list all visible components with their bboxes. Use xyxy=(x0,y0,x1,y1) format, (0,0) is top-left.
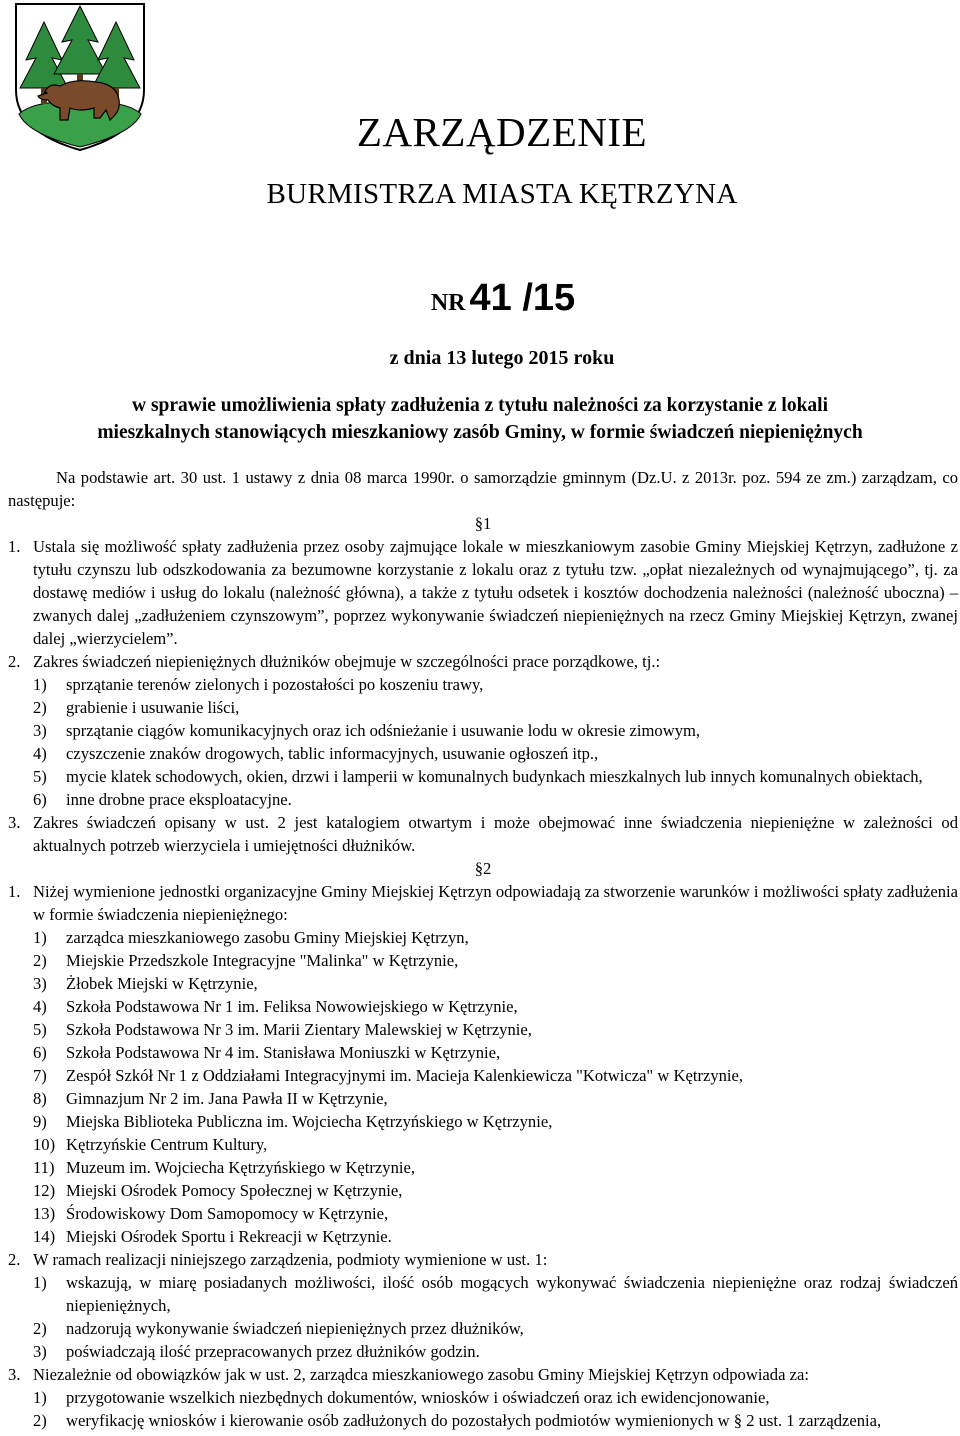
list-item-number: 2) xyxy=(33,698,47,717)
list-item-text: Szkoła Podstawowa Nr 1 im. Feliksa Nowowiejskiego w Kętrzynie, xyxy=(66,997,518,1016)
document-body xyxy=(8,466,958,1432)
paragraph-number: 2. xyxy=(8,652,21,671)
list-item-text: przygotowanie wszelkich niezbędnych dokumentów, wniosków i oświadczeń oraz ich ewidencjonowanie, xyxy=(66,1388,770,1407)
list-item-number: 8) xyxy=(33,1089,47,1108)
subject-line-2: mieszkalnych stanowiących mieszkaniowy zasób Gminy, w formie świadczeń niepieniężnych xyxy=(97,422,863,443)
paragraph-text: Zakres świadczeń opisany w ust. 2 jest katalogiem otwartym i może obejmować inne świadczenia niepieniężne w zależności od aktualnych potrzeb wierzyciela i umiejętności dłużników. xyxy=(33,813,958,855)
list-item-text: wskazują, w miarę posiadanych możliwości, ilość osób mogących wykonywać świadczenia niepieniężne oraz rodzaj świadczeń niepieniężnych, xyxy=(66,1273,958,1315)
list-item-number: 3) xyxy=(33,974,47,993)
s1-paragraph-3 xyxy=(8,811,958,857)
list-item-text: grabienie i usuwanie liści, xyxy=(66,698,240,717)
list-item xyxy=(8,1340,958,1363)
s2-paragraph-3 xyxy=(8,1363,958,1386)
list-item-number: 2) xyxy=(33,1411,47,1430)
list-item xyxy=(8,1110,958,1133)
list-item-number: 3) xyxy=(33,721,47,740)
list-item xyxy=(8,788,958,811)
s2-paragraph-2 xyxy=(8,1248,958,1271)
list-item xyxy=(8,926,958,949)
list-item xyxy=(8,742,958,765)
list-item-number: 5) xyxy=(33,1020,47,1039)
list-item-text: Szkoła Podstawowa Nr 3 im. Marii Zientary Malewskiej w Kętrzynie, xyxy=(66,1020,532,1039)
s1-work-list xyxy=(8,673,958,811)
list-item-text: inne drobne prace eksploatacyjne. xyxy=(66,790,292,809)
paragraph-number: 1. xyxy=(8,882,21,901)
list-item-number: 2) xyxy=(33,1319,47,1338)
list-item-text: Miejska Biblioteka Publiczna im. Wojciecha Kętrzyńskiego w Kętrzynie, xyxy=(66,1112,553,1131)
list-item xyxy=(8,1156,958,1179)
paragraph-text: Niżej wymienione jednostki organizacyjne Gminy Miejskiej Kętrzyn odpowiadają za stworzenie warunków i możliwości spłaty zadłużenia w formie świadczenia niepieniężnego: xyxy=(33,882,958,924)
list-item-text: poświadczają ilość przepracowanych przez dłużników godzin. xyxy=(66,1342,480,1361)
list-item-text: Gimnazjum Nr 2 im. Jana Pawła II w Kętrzynie, xyxy=(66,1089,388,1108)
paragraph-text: Ustala się możliwość spłaty zadłużenia przez osoby zajmujące lokale w mieszkaniowym zasobie Gminy Miejskiej Kętrzyn, zadłużone z tytułu czynszu lub odszkodowania za bezumowne korzystanie z lokalu oraz z tytułu tzw. „opłat niezależnych od wynajmującego”, tj. za dostawę mediów i usług do lokalu (należność główna), a także z tytułu odsetek i kosztów dochodzenia należności (należność uboczna) – zwanych dalej „zadłużeniem czynszowym”, poprzez wykonywanie świadczeń niepieniężnych na rzecz Gminy Miejskiej Kętrzyn, zwanej dalej „wierzycielem”. xyxy=(33,537,958,648)
s1-paragraph-1 xyxy=(8,535,958,650)
list-item-text: Muzeum im. Wojciecha Kętrzyńskiego w Kętrzynie, xyxy=(66,1158,416,1177)
list-item-text: Kętrzyńskie Centrum Kultury, xyxy=(66,1135,268,1154)
list-item-number: 1) xyxy=(33,1388,47,1407)
list-item-text: Miejskie Przedszkole Integracyjne "Malinka" w Kętrzynie, xyxy=(66,951,459,970)
list-item-number: 14) xyxy=(33,1227,56,1246)
list-item-text: sprzątanie ciągów komunikacyjnych oraz ich odśnieżanie i usuwanie lodu w okresie zimowym, xyxy=(66,721,701,740)
list-item-text: Miejski Ośrodek Pomocy Społecznej w Kętrzynie, xyxy=(66,1181,403,1200)
s2-manager-duties-list xyxy=(8,1386,958,1432)
list-item xyxy=(8,1271,958,1317)
paragraph-number: 1. xyxy=(8,537,21,556)
list-item-text: czyszczenie znaków drogowych, tablic informacyjnych, usuwanie ogłoszeń itp., xyxy=(66,744,599,763)
list-item-number: 2) xyxy=(33,951,47,970)
number-value: 41 /15 xyxy=(469,277,576,319)
section-heading-2: §2 xyxy=(474,859,492,878)
list-item-number: 4) xyxy=(33,997,47,1016)
list-item xyxy=(8,1041,958,1064)
list-item-number: 1) xyxy=(33,928,47,947)
list-item-number: 4) xyxy=(33,744,47,763)
list-item-number: 6) xyxy=(33,790,47,809)
list-item xyxy=(8,1202,958,1225)
list-item xyxy=(8,719,958,742)
list-item-text: Żłobek Miejski w Kętrzynie, xyxy=(66,974,258,993)
list-item-number: 5) xyxy=(33,767,47,786)
list-item xyxy=(8,995,958,1018)
list-item-number: 10) xyxy=(33,1135,56,1154)
list-item-text: Zespół Szkół Nr 1 z Oddziałami Integracyjnymi im. Macieja Kalenkiewicza "Kotwicza" w Kętrzynie, xyxy=(66,1066,744,1085)
list-item-text: zarządca mieszkaniowego zasobu Gminy Miejskiej Kętrzyn, xyxy=(66,928,469,947)
paragraph-text: Zakres świadczeń niepieniężnych dłużników obejmuje w szczególności prace porządkowe, tj.: xyxy=(33,652,661,671)
list-item xyxy=(8,765,958,788)
number-prefix: NR xyxy=(430,290,466,316)
list-item-number: 7) xyxy=(33,1066,47,1085)
list-item-text: weryfikację wniosków i kierowanie osób zadłużonych do pozostałych podmiotów wymienionych w § 2 ust. 1 zarządzenia, xyxy=(66,1411,882,1430)
document-date: z dnia 13 lutego 2015 roku xyxy=(389,347,615,369)
list-item-number: 12) xyxy=(33,1181,56,1200)
list-item-number: 11) xyxy=(33,1158,55,1177)
list-item-number: 3) xyxy=(33,1342,47,1361)
paragraph-number: 3. xyxy=(8,813,21,832)
document-subject xyxy=(0,392,960,446)
section-heading-1: §1 xyxy=(474,514,492,533)
paragraph-number: 3. xyxy=(8,1365,21,1384)
s2-units-list xyxy=(8,926,958,1248)
document-issuer: BURMISTRZA MIASTA KĘTRZYNA xyxy=(266,178,738,210)
paragraph-text: W ramach realizacji niniejszego zarządzenia, podmioty wymienione w ust. 1: xyxy=(33,1250,548,1269)
s1-paragraph-2 xyxy=(8,650,958,673)
s2-duties-list xyxy=(8,1271,958,1363)
list-item-text: Miejski Ośrodek Sportu i Rekreacji w Kętrzynie. xyxy=(66,1227,392,1246)
list-item-text: mycie klatek schodowych, okien, drzwi i lamperii w komunalnych budynkach mieszkalnych lub innych komunalnych obiektach, xyxy=(66,767,923,786)
list-item-number: 1) xyxy=(33,1273,47,1292)
list-item-number: 13) xyxy=(33,1204,56,1223)
list-item-text: sprzątanie terenów zielonych i pozostałości po koszeniu trawy, xyxy=(66,675,484,694)
list-item-number: 1) xyxy=(33,675,47,694)
legal-basis: Na podstawie art. 30 ust. 1 ustawy z dnia 08 marca 1990r. o samorządzie gminnym (Dz.U. z 2013r. poz. 594 ze zm.) zarządzam, co następuje: xyxy=(8,468,958,510)
list-item xyxy=(8,1317,958,1340)
document-title: ZARZĄDZENIE xyxy=(356,109,648,155)
subject-line-1: w sprawie umożliwienia spłaty zadłużenia z tytułu należności za korzystanie z lokali xyxy=(131,395,829,416)
list-item-number: 9) xyxy=(33,1112,47,1131)
list-item xyxy=(8,972,958,995)
s2-paragraph-1 xyxy=(8,880,958,926)
list-item xyxy=(8,1064,958,1087)
list-item-text: nadzorują wykonywanie świadczeń niepieniężnych przez dłużników, xyxy=(66,1319,524,1338)
list-item-text: Środowiskowy Dom Samopomocy w Kętrzynie, xyxy=(66,1204,389,1223)
list-item-number: 6) xyxy=(33,1043,47,1062)
list-item xyxy=(8,949,958,972)
list-item xyxy=(8,673,958,696)
document-number xyxy=(0,274,960,330)
list-item xyxy=(8,1018,958,1041)
list-item xyxy=(8,1386,958,1409)
list-item-text: Szkoła Podstawowa Nr 4 im. Stanisława Moniuszki w Kętrzynie, xyxy=(66,1043,501,1062)
list-item xyxy=(8,1409,958,1432)
list-item xyxy=(8,1087,958,1110)
paragraph-number: 2. xyxy=(8,1250,21,1269)
list-item xyxy=(8,696,958,719)
list-item xyxy=(8,1133,958,1156)
list-item xyxy=(8,1225,958,1248)
list-item xyxy=(8,1179,958,1202)
paragraph-text: Niezależnie od obowiązków jak w ust. 2, zarządca mieszkaniowego zasobu Gminy Miejskiej Kętrzyn odpowiada za: xyxy=(33,1365,809,1384)
